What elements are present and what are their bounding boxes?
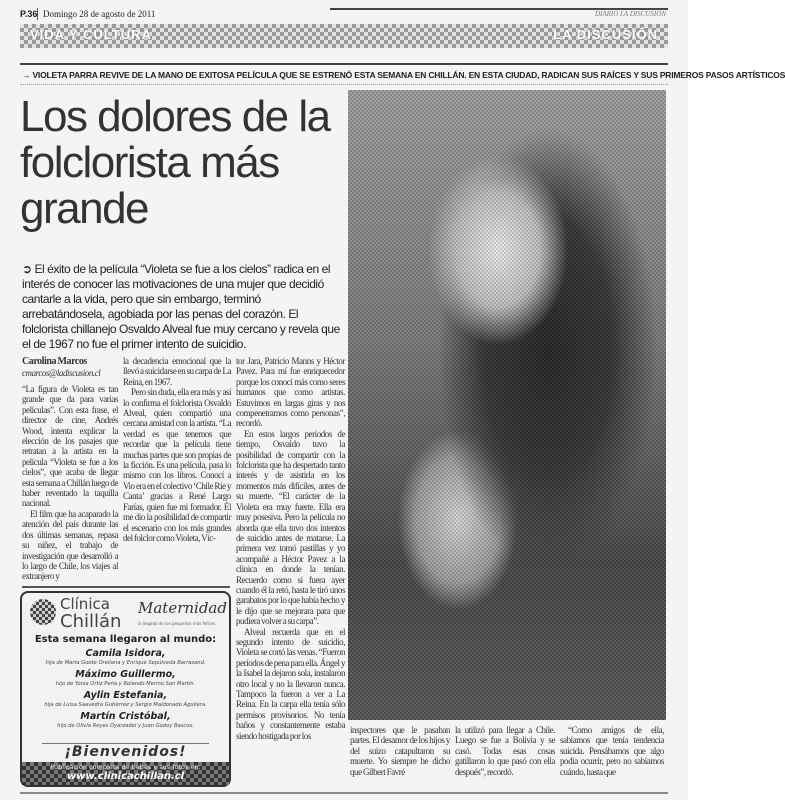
clinic-advertisement bbox=[20, 591, 231, 787]
cartoon-stork-icon bbox=[30, 599, 56, 625]
divider bbox=[37, 8, 38, 20]
author-email: cmarcos@ladiscusion.cl bbox=[22, 368, 101, 378]
baby-name: Aylin Estefania, bbox=[83, 690, 168, 701]
dotted-rule bbox=[20, 84, 668, 85]
ad-publication-note: Publicación completa de bebés y sus fotos en: bbox=[50, 763, 201, 771]
ad-welcome: ¡Bienvenidos! bbox=[64, 744, 187, 760]
newspaper-name: DIARIO LA DISCUSIÓN bbox=[594, 10, 666, 18]
article-column-5 bbox=[455, 725, 555, 777]
ad-title: Esta semana llegaron al mundo: bbox=[34, 634, 217, 645]
ad-tagline: la llegada de los pequeños más felices bbox=[138, 621, 216, 626]
headline: Los dolores de la folclorista más grande bbox=[20, 92, 330, 233]
byline: Carolina Marcos bbox=[22, 356, 87, 367]
baby-name: Martín Cristóbal, bbox=[80, 711, 171, 722]
baby-name: Máximo Guillermo, bbox=[75, 669, 176, 680]
rule bbox=[22, 586, 230, 588]
brand-line: Chillán bbox=[60, 611, 122, 632]
paragraph: la utilizó para llegar a Chile. Luego se fue a Bolivia y se casó. Todas esas cosas gatillaron lo que pasó con ella después”, recordó. bbox=[455, 725, 555, 777]
article-column-4 bbox=[350, 725, 450, 777]
paragraph: tor Jara, Patricio Manns y Héctor Pavez. Para mí fue enriquecedor porque los conocí más como seres humanos que como artistas. Estuvimos en largas giras y nos compenetramos como personas”, recordó. bbox=[236, 356, 345, 429]
page-number: P.36 bbox=[20, 9, 38, 19]
baby-parents: hijo de Yonia Ortiz Peña y Rolando Merino San Martín. bbox=[55, 681, 196, 687]
article-column-1 bbox=[22, 356, 118, 582]
paragraph: Pero sin duda, ella era más y así lo confirma el folclorista Osvaldo Alveal, quien compartió una cercana amistad con la artista. “La verdad es que tenemos que recordar que la película tiene muchas partes que son propias de la ficción. Es una película, pasa lo mismo con los libros. Conocí a Vio era en el colectivo ‘Chile Ríe y Canta’ gracias a René Largo Farías, quien fue mi formador. Él me dio la posibilidad de compartir el escenario con los más grandes del folclor como Violeta, Víc- bbox=[123, 387, 231, 543]
paragraph: En estos largos períodos de tiempo, Osvaldo tuvo la posibilidad de compartir con la folclorista que ha despertado tanto interés y de asistirla en los momentos más difíciles, antes de su muerte. “El carácter de la Violeta era muy fuerte. Ella era muy posesiva. Pero la película no aborda que ella tuvo dos intentos de suicidio antes de matarse. La primera vez tomó pastillas y yo acompañé a Héctor Pavez a la clínica en donde la tenían. Recuerdo como si fuera ayer cuando él la retó, hasta le tiró unos garabatos por lo que había hecho y le dijo que se mejorara para que pudiera volver a su carpa”. bbox=[236, 428, 345, 627]
article-column-2 bbox=[123, 356, 231, 543]
baby-parents: hijo de Olivia Reyes Oyarzadel y Juan Godoy Bascos. bbox=[57, 723, 194, 729]
photo-halftone bbox=[348, 90, 666, 720]
paragraph: inspectores que le pasaban partes. El desamor de los hijos y del suizo catapultaron su muerte. Yo siempre he dicho que Gilbert Favré bbox=[350, 725, 450, 777]
baby-name: Camila Isidora, bbox=[85, 648, 166, 659]
ad-url: www.clinicachillan.cl bbox=[66, 771, 185, 782]
article-column-6 bbox=[560, 725, 664, 777]
baby-parents: hija de Luisa Saavedra Gutiérrez y Sergio Maldonado Aguilera. bbox=[44, 702, 207, 708]
issue-date: Domingo 28 de agosto de 2011 bbox=[43, 9, 156, 19]
section-name: VIDA Y CULTURA bbox=[30, 27, 152, 42]
lead-paragraph: ➲ El éxito de la película “Violeta se fue a los cielos” radica en el interés de conocer las motivaciones de una mujer que decidió cantarle a la vida, pero que sin embargo, terminó arrebatándosela, agobiada por las penas del corazón. El folclorista chillanejo Osvaldo Alveal fue muy cercano y revela que el de 1967 no fue el primer intento de suicidio. bbox=[22, 262, 340, 351]
brand-band-name: LA DISCUSIÓN bbox=[553, 27, 658, 42]
ad-brand bbox=[60, 597, 121, 631]
paragraph: “La figura de Violeta es tan grande que da para varias películas”. Con esta frase, el director de cine, Andrés Wood, intenta explicar la elección de los pasajes que retratan a la artista en la película “Violeta se fue a los cielos”, que acaba de llegar esta semana a Chillán luego de haber reventado la taquilla nacional. bbox=[22, 384, 118, 509]
article-column-3 bbox=[236, 356, 345, 741]
paragraph: la decadencia emocional que la llevó a suicidarse en su carpa de La Reina, en 1967. bbox=[123, 356, 231, 387]
baby-parents: hija de Marta Goote Orellana y Enrique Sepúlveda Barrasand. bbox=[45, 660, 206, 666]
rule bbox=[20, 792, 668, 794]
paragraph: El film que ha acaparado la atención del país durante las dos últimas semanas, repasa su niñez, el trabajo de investigación que desarrolló a lo largo de Chile, los viajes al extranjero y bbox=[22, 508, 118, 582]
paragraph: Alveal recuerda que en el segundo intento de suicidio, Violeta se cortó las venas. “Fueron períodos de pena para ella. Ángel y la Isabel la dejaron sola, instalaron otro local y no la llevaron nunca. Tampoco la fueron a ver a La Reina. En la carpa ella tenía sólo permisos provisorios. No tenía baños y constantemente estaba siendo hostigada por los bbox=[236, 626, 345, 741]
rule bbox=[20, 63, 668, 65]
ad-script: Maternidad bbox=[138, 599, 227, 617]
kicker: → VIOLETA PARRA REVIVE DE LA MANO DE EXITOSA PELÍCULA QUE SE ESTRENÓ ESTA SEMANA EN CHILLÁN. EN ESTA CIUDAD, RADICAN SUS RAÍCES Y SUS PRIMEROS PASOS ARTÍSTICOS bbox=[22, 70, 785, 80]
paragraph: “Como amigos de ella, sabíamos que tenía tendencia suicida. Pensábamos que algo podía ocurrir, pero no sabíamos cuándo, hasta que bbox=[560, 725, 664, 777]
brand-line: Clínica bbox=[60, 595, 110, 613]
